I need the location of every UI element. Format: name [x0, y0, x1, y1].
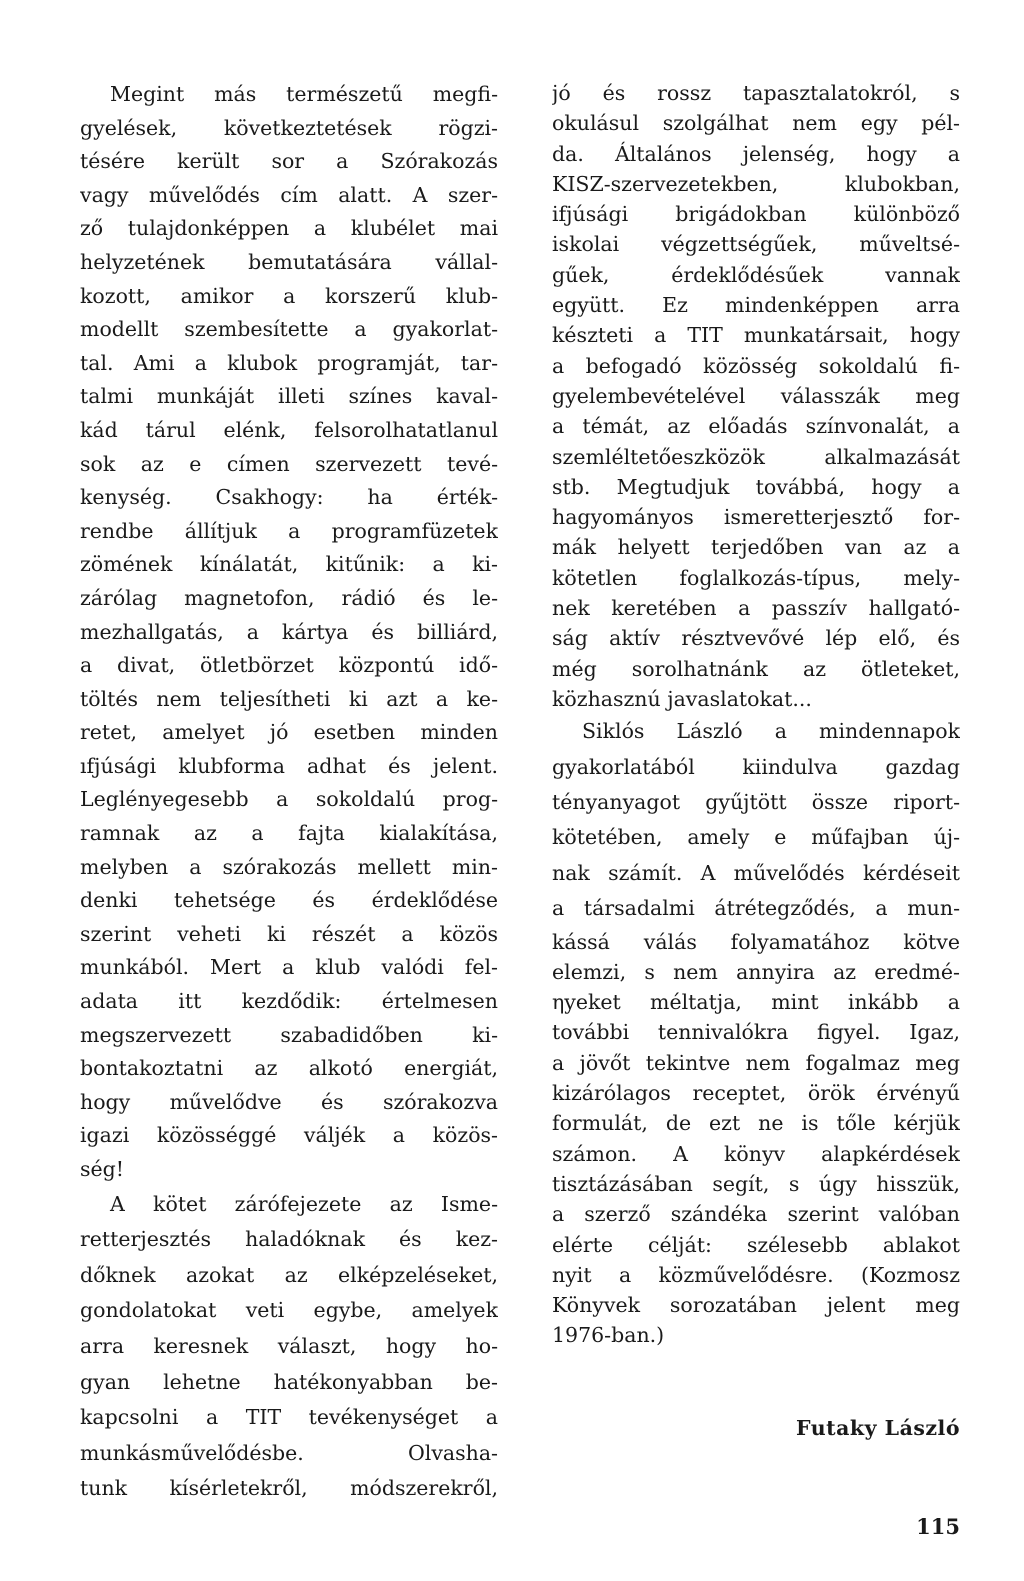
text-line: gyelembevételével válasszák meg [552, 383, 960, 408]
text-line: elérte célját: szélesebb ablakot [552, 1232, 960, 1257]
text-line: Megint más természetű megfi- [110, 82, 498, 106]
text-line: ıfjúsági klubforma adhat és jelent. [80, 753, 498, 778]
text-line: a befogadó közösség sokoldalú fi- [552, 353, 960, 378]
text-line: melyben a szórakozás mellett min- [80, 854, 498, 879]
text-line: számon. A könyv alapkérdések [552, 1141, 960, 1166]
text-line: tunk kísérletekről, módszerekről, [80, 1476, 498, 1501]
text-line: hagyományos ismeretterjesztő for- [552, 505, 960, 530]
text-line: munkásművelődésbe. Olvasha- [80, 1440, 498, 1465]
right-column [552, 78, 960, 1351]
text-line: ző tulajdonképpen a klubélet mai [80, 216, 498, 241]
text-line: nek keretében a passzív hallgató- [552, 596, 960, 621]
text-line: arra keresnek választ, hogy ho- [80, 1333, 498, 1358]
text-line: ramnak az a fajta kialakítása, [80, 821, 498, 846]
text-line: a szerző szándéka szerint valóban [552, 1202, 960, 1227]
text-line: gyan lehetne hatékonyabban be- [80, 1369, 498, 1394]
text-line: vagy művelődés cím alatt. A szer- [80, 182, 498, 207]
text-line: iskolai végzettségűek, műveltsé- [552, 232, 960, 257]
text-line: gyakorlatából kiindulva gazdag [552, 754, 960, 779]
text-line: modellt szembesítette a gyakorlat- [80, 317, 498, 342]
text-line: nyit a közművelődésre. (Kozmosz [552, 1262, 960, 1287]
text-line: mezhallgatás, a kártya és billiárd, [80, 619, 498, 644]
text-line: igazi közösséggé váljék a közös- [80, 1123, 498, 1148]
author-signature: Futaky László [796, 1416, 960, 1440]
text-line: ség! [80, 1157, 125, 1181]
text-line: adata itt kezdődik: értelmesen [80, 989, 498, 1014]
text-line: nak számít. A művelődés kérdéseit [552, 860, 960, 885]
text-line: kizárólagos receptet, örök érvényű [552, 1081, 960, 1106]
text-line: kenység. Csakhogy: ha érték- [80, 485, 498, 510]
text-line: hogy művelődve és szórakozva [80, 1089, 498, 1114]
text-line: a jövőt tekintve nem fogalmaz meg [552, 1050, 960, 1075]
text-line: megszervezett szabadidőben ki- [80, 1022, 498, 1047]
text-line: kapcsolni a TIT tevékenységet a [80, 1405, 498, 1430]
text-line: elemzi, s nem annyira az eredmé- [552, 959, 960, 984]
text-line: tal. Ami a klubok programját, tar- [80, 350, 498, 375]
text-line: jó és rossz tapasztalatokról, s [552, 81, 960, 105]
text-line: további tennivalókra figyel. Igaz, [552, 1020, 960, 1045]
text-line: kád tárul elénk, felsorolhatatlanul [80, 417, 498, 442]
text-line: készteti a TIT munkatársait, hogy [552, 323, 960, 348]
text-line: ifjúsági brigádokban különböző [552, 202, 960, 227]
text-line: kássá válás folyamatához kötve [552, 929, 960, 954]
text-line: talmi munkáját illeti színes kaval- [80, 384, 498, 409]
text-line: A kötet zárófejezete az Isme- [110, 1191, 498, 1216]
text-line: da. Általános jelenség, hogy a [552, 141, 960, 166]
text-line: mák helyett terjedőben van az a [552, 535, 960, 560]
text-line: retet, amelyet jó esetben minden [80, 720, 498, 745]
text-line: okulásul szolgálhat nem egy pél- [552, 111, 960, 136]
text-line: retterjesztés haladóknak és kez- [80, 1227, 498, 1252]
text-line: ság aktív résztvevővé lép elő, és [552, 626, 960, 651]
text-line: munkából. Mert a klub valódi fel- [80, 955, 498, 980]
text-line: helyzetének bemutatására vállal- [80, 249, 498, 274]
text-line: töltés nem teljesítheti ki azt a ke- [80, 686, 498, 711]
text-line: rendbe állítjuk a programfüzetek [80, 518, 498, 543]
text-line: kozott, amikor a korszerű klub- [80, 283, 498, 308]
text-line: denki tehetsége és érdeklődése [80, 888, 498, 913]
text-line: még sorolhatnánk az ötleteket, [552, 656, 960, 681]
text-line: a társadalmi átrétegződés, a mun- [552, 896, 960, 921]
text-line: stb. Megtudjuk továbbá, hogy a [552, 474, 960, 499]
text-line: a témát, az előadás színvonalát, a [552, 414, 960, 439]
text-line: közhasznú javaslatokat... [552, 686, 812, 711]
text-line: gűek, érdeklődésűek vannak [552, 262, 960, 287]
text-line: Siklós László a mindennapok [582, 719, 960, 744]
page-number: 115 [916, 1514, 960, 1539]
text-line: szerint veheti ki részét a közös [80, 921, 498, 946]
text-line: zömének kínálatát, kitűnik: a ki- [80, 552, 498, 577]
text-line: formulát, de ezt ne is tőle kérjük [552, 1111, 960, 1136]
text-line: tésére került sor a Szórakozás [80, 149, 498, 174]
text-line: Leglényegesebb a sokoldalú prog- [80, 787, 498, 812]
text-line: zárólag magnetofon, rádió és le- [80, 585, 498, 610]
text-line: a divat, ötletbörzet központú idő- [80, 653, 498, 678]
left-column [80, 78, 498, 1507]
text-line: tényanyagot gyűjtött össze riport- [552, 790, 960, 815]
text-line: gyelések, következtetések rögzi- [80, 115, 498, 140]
text-line: kötetében, amely e műfajban új- [552, 825, 960, 850]
text-line: 1976-ban.) [552, 1323, 665, 1348]
text-line: sok az e címen szervezett tevé- [80, 451, 498, 476]
text-line: kötetlen foglalkozás-típus, mely- [552, 565, 960, 590]
text-line: dőknek azokat az elképzeléseket, [80, 1262, 498, 1287]
text-line: bontakoztatni az alkotó energiát, [80, 1056, 498, 1081]
text-line: együtt. Ez mindenképpen arra [552, 293, 960, 318]
text-line: KISZ-szervezetekben, klubokban, [552, 171, 960, 196]
text-line: ηyeket méltatja, mint inkább a [552, 990, 960, 1015]
text-line: gondolatokat veti egybe, amelyek [80, 1298, 498, 1323]
text-line: szemléltetőeszközök alkalmazását [552, 444, 960, 469]
text-line: tisztázásában segít, s úgy hisszük, [552, 1171, 960, 1196]
text-line: Könyvek sorozatában jelent meg [552, 1293, 960, 1318]
